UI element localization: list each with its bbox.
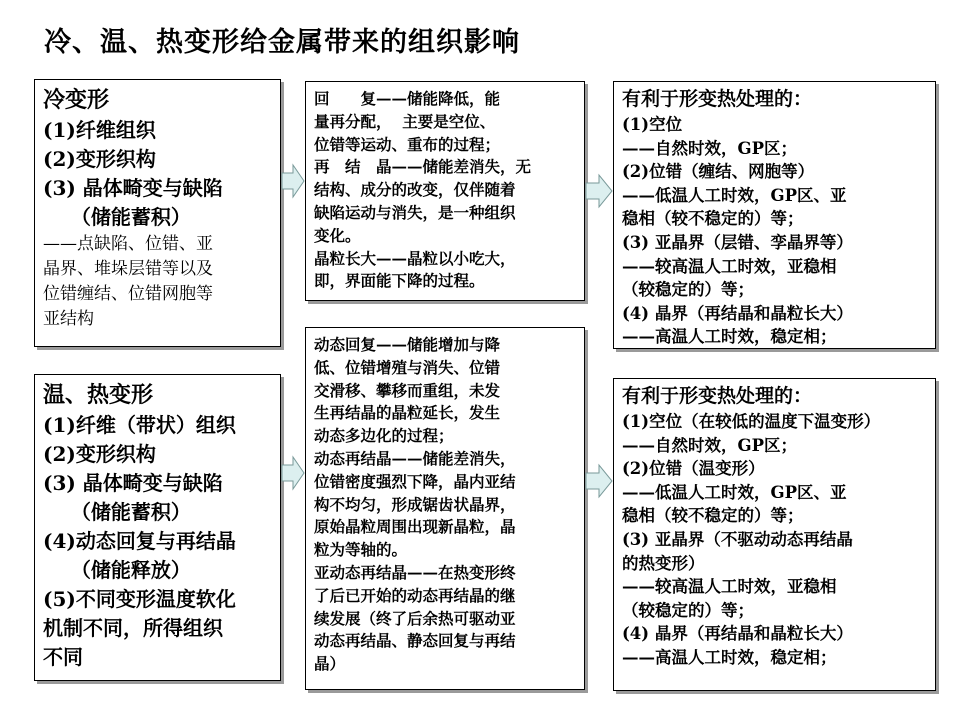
warm-line: （储能释放） bbox=[43, 558, 191, 582]
dynamic-line: 动态再结晶——储能差消失， bbox=[314, 448, 516, 468]
benefit-warm-line: （较稳定的）等； bbox=[622, 600, 754, 620]
warm-line: (4)动态回复与再结晶 bbox=[43, 529, 236, 553]
cold-line: 亚结构 bbox=[43, 309, 94, 329]
benefit-warm-line: (3) 亚晶界（不驱动动态再结晶 bbox=[622, 529, 853, 549]
page-title: 冷、温、热变形给金属带来的组织影响 bbox=[44, 27, 520, 58]
dynamic-line: 动态回复——储能增加与降 bbox=[314, 335, 501, 354]
benefit-warm-line: 的热变形） bbox=[622, 553, 705, 573]
cold-line: 位错缠结、位错网胞等 bbox=[43, 284, 213, 304]
benefit-cold-line: (1)空位 bbox=[622, 115, 683, 134]
recovery-line: 即，界面能下降的过程。 bbox=[314, 271, 485, 291]
recovery-line: 量再分配， 主要是空位、 bbox=[314, 111, 496, 131]
benefit-warm-box bbox=[613, 378, 936, 691]
benefit-warm-line: ——较高温人工时效，亚稳相 bbox=[622, 577, 837, 597]
recovery-line: 位错等运动、重布的过程； bbox=[314, 134, 501, 154]
recovery-line: 晶粒长大——晶粒以小吃大， bbox=[314, 248, 516, 268]
warm-line: 机制不同，所得组织 bbox=[43, 616, 223, 640]
recovery-line: 回 复——储能降低，能 bbox=[314, 89, 501, 108]
dynamic-line: 低、位错增殖与消失、位错 bbox=[314, 357, 501, 377]
warm-line: (5)不同变形温度软化 bbox=[43, 587, 236, 611]
arrow-right-icon bbox=[585, 173, 613, 209]
benefit-warm-line: ——低温人工时效，GP区、亚 bbox=[622, 482, 847, 502]
dynamic-line: 原始晶粒周围出现新晶粒，晶 bbox=[314, 517, 516, 537]
arrow-right-icon bbox=[585, 463, 613, 499]
cold-line: (3) 晶体畸变与缺陷 bbox=[43, 176, 223, 200]
dynamic-line: 亚动态再结晶——在热变形终 bbox=[314, 562, 516, 582]
warm-line: 不同 bbox=[43, 645, 83, 669]
dynamic-line: 续发展（终了后余热可驱动亚 bbox=[314, 608, 516, 628]
dynamic-line: 粒为等轴的。 bbox=[314, 540, 408, 560]
benefit-cold-heading: 有利于形变热处理的： bbox=[622, 88, 813, 110]
cold-line: （储能蓄积） bbox=[43, 205, 191, 229]
recovery-line: 再 结 晶——储能差消失，无 bbox=[314, 157, 532, 177]
cold-line: 晶界、堆垛层错等以及 bbox=[43, 259, 213, 279]
warm-line: (2)变形织构 bbox=[43, 442, 156, 466]
dynamic-line: 位错密度强烈下降，晶内亚结 bbox=[314, 471, 516, 491]
dynamic-line: 构不均匀，形成锯齿状晶界， bbox=[314, 494, 516, 514]
benefit-warm-line: (4) 晶界（再结晶和晶粒长大） bbox=[622, 624, 853, 644]
benefit-cold-line: (3) 亚晶界（层错、孪晶界等） bbox=[622, 232, 853, 252]
benefit-warm-line: (1)空位（在较低的温度下温变形） bbox=[622, 412, 881, 431]
benefit-cold-line: ——较高温人工时效，亚稳相 bbox=[622, 256, 837, 276]
warm-line: (3) 晶体畸变与缺陷 bbox=[43, 471, 223, 495]
warm-line: (1)纤维（带状）组织 bbox=[43, 413, 236, 437]
benefit-cold-line: ——自然时效，GP区； bbox=[622, 138, 797, 158]
cold-line: (1)纤维组织 bbox=[43, 118, 156, 142]
benefit-warm-line: ——自然时效，GP区； bbox=[622, 435, 797, 455]
warm-heading: 温、热变形 bbox=[43, 382, 154, 408]
benefit-cold-line: (2)位错（缠结、网胞等） bbox=[622, 162, 815, 182]
cold-line: ——点缺陷、位错、亚 bbox=[43, 234, 213, 254]
benefit-cold-line: （较稳定的）等； bbox=[622, 280, 754, 300]
cold-heading: 冷变形 bbox=[43, 87, 110, 113]
warm-hot-deformation-box bbox=[34, 374, 281, 681]
benefit-warm-line: 稳相（较不稳定的）等； bbox=[622, 506, 804, 526]
recovery-recrystallization-box bbox=[305, 81, 585, 301]
dynamic-recovery-box bbox=[305, 327, 585, 690]
benefit-cold-line: (4) 晶界（再结晶和晶粒长大） bbox=[622, 303, 853, 323]
dynamic-line: 生再结晶的晶粒延长，发生 bbox=[314, 403, 501, 423]
dynamic-line: 动态再结晶、静态回复与再结 bbox=[314, 631, 516, 651]
benefit-warm-line: (2)位错（温变形） bbox=[622, 459, 765, 479]
recovery-line: 缺陷运动与消失，是一种组织 bbox=[314, 202, 516, 222]
benefit-cold-line: ——低温人工时效，GP区、亚 bbox=[622, 185, 847, 205]
recovery-line: 结构、成分的改变，仅伴随着 bbox=[314, 180, 516, 200]
dynamic-line: 交滑移、攀移而重组，未发 bbox=[314, 380, 501, 400]
arrow-right-icon bbox=[281, 163, 305, 199]
warm-line: （储能蓄积） bbox=[43, 500, 191, 524]
arrow-right-icon bbox=[281, 455, 305, 491]
benefit-cold-box bbox=[613, 81, 936, 349]
benefit-cold-line: 稳相（较不稳定的）等； bbox=[622, 209, 804, 229]
recovery-line: 变化。 bbox=[314, 225, 361, 245]
dynamic-line: 动态多边化的过程； bbox=[314, 426, 454, 446]
cold-deformation-box bbox=[34, 79, 281, 347]
dynamic-line: 了后已开始的动态再结晶的继 bbox=[314, 585, 516, 605]
benefit-warm-heading: 有利于形变热处理的： bbox=[622, 385, 813, 407]
dynamic-line: 晶） bbox=[314, 654, 346, 674]
benefit-warm-line: ——高温人工时效，稳定相； bbox=[622, 647, 837, 667]
benefit-cold-line: ——高温人工时效，稳定相； bbox=[622, 327, 837, 347]
cold-line: (2)变形织构 bbox=[43, 147, 156, 171]
